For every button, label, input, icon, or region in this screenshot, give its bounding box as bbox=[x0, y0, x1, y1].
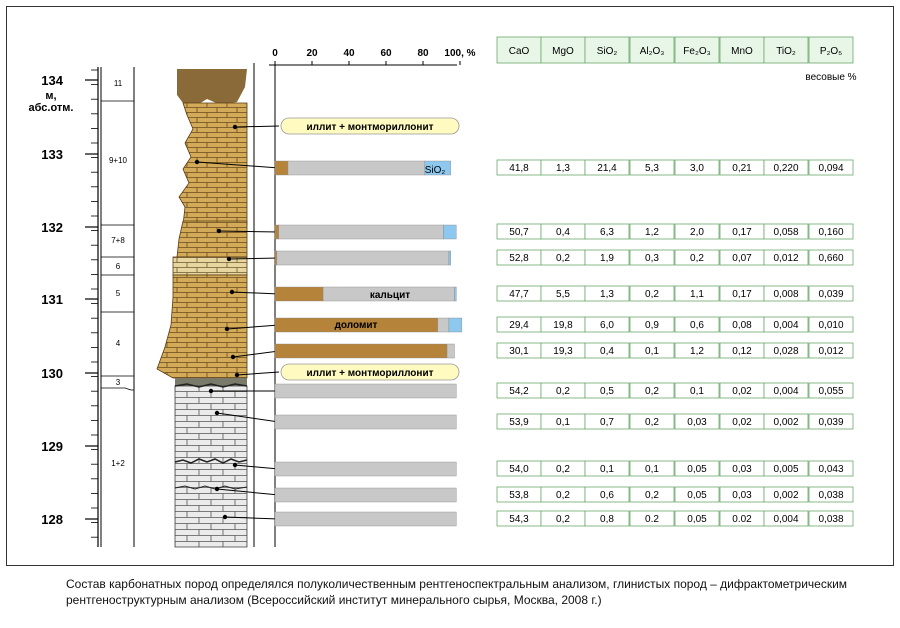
table-cell-value: 0,1 bbox=[645, 346, 659, 357]
table-cell-value: 0,02 bbox=[732, 386, 752, 397]
table-cell bbox=[497, 414, 541, 429]
table-cell-value: 0,12 bbox=[732, 346, 752, 357]
table-cell-value: 0,039 bbox=[818, 417, 844, 428]
table-cell-value: 3,0 bbox=[690, 163, 704, 174]
percent-tick-label: 80 bbox=[417, 48, 429, 59]
bar-segment-other bbox=[275, 462, 456, 476]
table-cell-value: 0,17 bbox=[732, 227, 752, 238]
table-cell bbox=[720, 383, 764, 398]
table-cell-value: 0,012 bbox=[773, 253, 799, 264]
table-cell-value: 0,02 bbox=[732, 417, 752, 428]
table-row bbox=[497, 414, 853, 429]
table-cell-value: 0,2 bbox=[645, 417, 659, 428]
table-cell bbox=[630, 414, 674, 429]
table-cell bbox=[497, 160, 541, 175]
table-cell bbox=[809, 224, 853, 239]
bar-segment-dolomite bbox=[275, 344, 447, 358]
table-cell bbox=[809, 511, 853, 526]
table-cell bbox=[630, 343, 674, 358]
sample-point bbox=[195, 160, 199, 164]
table-cell-value: 2,0 bbox=[690, 227, 704, 238]
table-cell bbox=[675, 487, 719, 502]
table-cell-value: 0,2 bbox=[556, 464, 570, 475]
table-cell-value: 1,2 bbox=[645, 227, 659, 238]
table-cell-value: 0,2 bbox=[645, 289, 659, 300]
table-cell bbox=[675, 383, 719, 398]
table-cell bbox=[720, 511, 764, 526]
percent-tick-label: 60 bbox=[380, 48, 392, 59]
table-cell-value: 0,058 bbox=[773, 227, 799, 238]
table-cell bbox=[630, 224, 674, 239]
svg-text:иллит + монтмориллонит: иллит + монтмориллонит bbox=[306, 368, 434, 379]
units-label: весовые % bbox=[805, 72, 857, 83]
lithology-column bbox=[157, 63, 254, 547]
layer-column bbox=[101, 67, 134, 547]
table-cell bbox=[809, 343, 853, 358]
layer-number: 4 bbox=[115, 339, 121, 348]
table-cell-value: 0,002 bbox=[773, 417, 799, 428]
table-cell bbox=[541, 487, 585, 502]
table-cell bbox=[585, 317, 629, 332]
table-cell-value: 0,03 bbox=[732, 464, 752, 475]
bar-segment-other bbox=[447, 344, 454, 358]
lithology-figure bbox=[7, 7, 893, 565]
figure-caption: Состав карбонатных пород определялся полуколичественным рентгеноспектральным анализом, глинистых пород – дифрактометрическим рентгеноструктурным анализом (Всероссийский институт минерального сырья, Москва, 2008 г.) bbox=[66, 577, 848, 607]
table-cell-value: 1,1 bbox=[690, 289, 704, 300]
depth-unit-label: абс.отм. bbox=[28, 102, 74, 114]
table-cell bbox=[720, 343, 764, 358]
table-cell-value: 0,002 bbox=[773, 490, 799, 501]
table-cell bbox=[720, 250, 764, 265]
table-cell bbox=[720, 414, 764, 429]
table-header-cell bbox=[675, 37, 719, 63]
sample-point bbox=[227, 257, 231, 261]
table-cell-value: 29,4 bbox=[509, 320, 529, 331]
table-cell-value: 0,1 bbox=[645, 464, 659, 475]
table-cell-value: 0,004 bbox=[773, 514, 799, 525]
layer-number: 6 bbox=[115, 262, 121, 271]
table-cell bbox=[720, 224, 764, 239]
table-header-label: TiO₂ bbox=[776, 46, 796, 57]
table-cell-value: 0,8 bbox=[600, 514, 614, 525]
table-cell bbox=[720, 461, 764, 476]
table-cell-value: 54,0 bbox=[509, 464, 529, 475]
layer-number: 5 bbox=[115, 289, 121, 298]
sample-point bbox=[233, 125, 237, 129]
table-cell-value: 41,8 bbox=[509, 163, 529, 174]
table-cell bbox=[497, 343, 541, 358]
table-cell-value: 19,8 bbox=[553, 320, 573, 331]
table-cell-value: 0,055 bbox=[818, 386, 844, 397]
sample-point bbox=[225, 327, 229, 331]
table-cell-value: 0,3 bbox=[645, 253, 659, 264]
table-cell bbox=[497, 224, 541, 239]
table-cell bbox=[764, 286, 808, 301]
table-cell bbox=[541, 286, 585, 301]
table-cell-value: 0,1 bbox=[690, 386, 704, 397]
table-header-cell bbox=[630, 37, 674, 63]
composition-bar bbox=[275, 512, 456, 526]
table-cell-value: 0,1 bbox=[556, 417, 570, 428]
depth-unit-label: м, bbox=[45, 90, 57, 102]
table-cell bbox=[764, 160, 808, 175]
layer-top-rubble bbox=[177, 69, 247, 105]
table-cell bbox=[630, 250, 674, 265]
table-cell bbox=[764, 317, 808, 332]
table-cell-value: 0.2 bbox=[645, 514, 659, 525]
sample-point bbox=[231, 355, 235, 359]
bar-segment-other bbox=[277, 251, 449, 265]
table-cell-value: 0,21 bbox=[732, 163, 752, 174]
table-cell-value: 52,8 bbox=[509, 253, 529, 264]
percent-tick-label: 20 bbox=[306, 48, 318, 59]
sample-point bbox=[223, 515, 227, 519]
sample-point bbox=[217, 229, 221, 233]
sample-point bbox=[215, 487, 219, 491]
table-cell-value: 0,05 bbox=[687, 514, 707, 525]
table-cell-value: 21,4 bbox=[597, 163, 617, 174]
composition-bars bbox=[275, 161, 462, 526]
table-cell bbox=[675, 461, 719, 476]
table-cell-value: 54,3 bbox=[509, 514, 529, 525]
table-cell-value: 0,2 bbox=[556, 253, 570, 264]
table-cell-value: 0,03 bbox=[732, 490, 752, 501]
table-cell bbox=[764, 511, 808, 526]
table-cell-value: 0,2 bbox=[645, 386, 659, 397]
depth-tick-label: 129 bbox=[41, 439, 63, 454]
bar-segment-other bbox=[288, 161, 425, 175]
table-row bbox=[497, 160, 853, 175]
sample-point bbox=[235, 373, 239, 377]
table-cell bbox=[675, 250, 719, 265]
table-cell bbox=[541, 383, 585, 398]
table-cell bbox=[675, 414, 719, 429]
table-row bbox=[497, 286, 853, 301]
table-row bbox=[497, 487, 853, 502]
table-cell-value: 0,010 bbox=[818, 320, 844, 331]
table-cell bbox=[809, 414, 853, 429]
table-cell bbox=[720, 286, 764, 301]
table-cell-value: 0,005 bbox=[773, 464, 799, 475]
table-row bbox=[497, 383, 853, 398]
table-cell-value: 0,07 bbox=[732, 253, 752, 264]
bar-segment-dolomite bbox=[275, 161, 288, 175]
table-header-label: MgO bbox=[552, 46, 574, 57]
layer-9-10-dolomite bbox=[179, 103, 247, 225]
table-cell bbox=[764, 250, 808, 265]
table-cell bbox=[675, 511, 719, 526]
table-cell bbox=[809, 286, 853, 301]
table-cell bbox=[720, 160, 764, 175]
table-cell bbox=[541, 224, 585, 239]
table-cell-value: 0,4 bbox=[600, 346, 614, 357]
table-cell-value: 0,1 bbox=[600, 464, 614, 475]
table-cell-value: 53,9 bbox=[509, 417, 529, 428]
table-cell-value: 1,3 bbox=[556, 163, 570, 174]
table-row bbox=[497, 317, 853, 332]
depth-tick-label: 131 bbox=[41, 292, 63, 307]
table-cell-value: 0,2 bbox=[556, 514, 570, 525]
table-cell-value: 47,7 bbox=[509, 289, 529, 300]
bar-segment-other bbox=[438, 318, 449, 332]
table-cell-value: 54,2 bbox=[509, 386, 529, 397]
table-header-cell bbox=[541, 37, 585, 63]
table-cell bbox=[585, 286, 629, 301]
bar-segment-silica bbox=[449, 318, 462, 332]
table-header-cell bbox=[764, 37, 808, 63]
sample-point bbox=[209, 389, 213, 393]
layer-number: 7+8 bbox=[111, 236, 125, 245]
table-cell bbox=[497, 317, 541, 332]
depth-tick-label: 130 bbox=[41, 366, 63, 381]
illite-label-lower bbox=[281, 364, 459, 380]
table-cell bbox=[541, 414, 585, 429]
table-cell-value: 50,7 bbox=[509, 227, 529, 238]
table-header-cell bbox=[809, 37, 853, 63]
composition-bar bbox=[275, 287, 456, 301]
bar-segment-dolomite bbox=[275, 225, 279, 239]
table-cell bbox=[809, 317, 853, 332]
table-cell bbox=[630, 383, 674, 398]
composition-bar bbox=[275, 344, 454, 358]
oxide-table-header bbox=[497, 37, 853, 63]
table-cell-value: 0,7 bbox=[600, 417, 614, 428]
table-cell-value: 0,6 bbox=[690, 320, 704, 331]
sample-point bbox=[233, 463, 237, 467]
table-cell bbox=[585, 487, 629, 502]
composition-bar bbox=[275, 225, 456, 239]
depth-tick-label: 128 bbox=[41, 512, 63, 527]
table-header-label: SiO₂ bbox=[596, 46, 618, 57]
bar-segment-other bbox=[275, 384, 456, 398]
table-cell bbox=[541, 511, 585, 526]
table-cell-value: 6,0 bbox=[600, 320, 614, 331]
composition-bar bbox=[275, 462, 456, 476]
table-cell bbox=[630, 461, 674, 476]
table-cell-value: 0,160 bbox=[818, 227, 844, 238]
sio2-label: SiO₂ bbox=[424, 165, 446, 176]
table-cell-value: 0,004 bbox=[773, 386, 799, 397]
depth-tick-label: 132 bbox=[41, 220, 63, 235]
percent-tick-label: 0 bbox=[272, 48, 278, 59]
table-cell bbox=[675, 286, 719, 301]
table-cell-value: 5,5 bbox=[556, 289, 570, 300]
layer-number: 3 bbox=[115, 378, 121, 387]
table-cell bbox=[497, 383, 541, 398]
bar-segment-other bbox=[279, 225, 444, 239]
table-cell bbox=[497, 250, 541, 265]
percent-tick-label: 100, % bbox=[444, 48, 476, 59]
table-cell bbox=[630, 511, 674, 526]
table-cell-value: 0,08 bbox=[732, 320, 752, 331]
sample-point bbox=[230, 290, 234, 294]
table-cell bbox=[585, 343, 629, 358]
table-cell-value: 0,9 bbox=[645, 320, 659, 331]
depth-tick-label: 133 bbox=[41, 147, 63, 162]
table-cell bbox=[764, 343, 808, 358]
table-cell bbox=[809, 487, 853, 502]
table-cell bbox=[585, 414, 629, 429]
table-header-cell bbox=[497, 37, 541, 63]
table-cell-value: 0,043 bbox=[818, 464, 844, 475]
composition-bar bbox=[275, 384, 456, 398]
table-cell bbox=[630, 317, 674, 332]
oxide-table bbox=[497, 160, 853, 526]
table-cell bbox=[497, 461, 541, 476]
table-cell-value: 0,2 bbox=[690, 253, 704, 264]
table-header-cell bbox=[720, 37, 764, 63]
table-header-label: P₂O₅ bbox=[819, 46, 843, 57]
table-cell-value: 6,3 bbox=[600, 227, 614, 238]
table-row bbox=[497, 461, 853, 476]
illite-label-upper bbox=[281, 118, 459, 134]
table-cell-value: 0,03 bbox=[687, 417, 707, 428]
table-cell-value: 0,2 bbox=[645, 490, 659, 501]
table-cell-value: 0,039 bbox=[818, 289, 844, 300]
table-cell-value: 0,008 bbox=[773, 289, 799, 300]
table-cell-value: 0,220 bbox=[773, 163, 799, 174]
table-cell bbox=[585, 224, 629, 239]
table-cell bbox=[809, 461, 853, 476]
table-cell bbox=[809, 250, 853, 265]
table-cell bbox=[630, 160, 674, 175]
table-cell bbox=[585, 160, 629, 175]
percent-tick-label: 40 bbox=[343, 48, 355, 59]
composition-bar bbox=[275, 251, 451, 265]
table-cell-value: 0,094 bbox=[818, 163, 844, 174]
bar-segment-other bbox=[275, 512, 456, 526]
table-cell-value: 0,038 bbox=[818, 490, 844, 501]
table-cell-value: 0,038 bbox=[818, 514, 844, 525]
table-cell bbox=[541, 317, 585, 332]
table-cell bbox=[585, 511, 629, 526]
table-cell bbox=[585, 383, 629, 398]
table-cell-value: 1,3 bbox=[600, 289, 614, 300]
table-cell bbox=[675, 160, 719, 175]
table-cell bbox=[764, 461, 808, 476]
table-cell-value: 0,028 bbox=[773, 346, 799, 357]
table-cell-value: 0,004 bbox=[773, 320, 799, 331]
table-row bbox=[497, 343, 853, 358]
table-cell bbox=[497, 487, 541, 502]
bar-segment-dolomite bbox=[275, 287, 323, 301]
svg-text:иллит + монтмориллонит: иллит + монтмориллонит bbox=[306, 122, 434, 133]
table-cell-value: 1,2 bbox=[690, 346, 704, 357]
table-row bbox=[497, 224, 853, 239]
table-cell-value: 30,1 bbox=[509, 346, 529, 357]
table-cell-value: 5,3 bbox=[645, 163, 659, 174]
composition-bar bbox=[275, 415, 456, 429]
bar-segment-other bbox=[275, 488, 456, 502]
bar-segment-silica bbox=[449, 251, 451, 265]
sample-point bbox=[215, 411, 219, 415]
table-cell-value: 0,05 bbox=[687, 490, 707, 501]
layer-number: 11 bbox=[113, 79, 123, 88]
table-cell bbox=[497, 286, 541, 301]
layer-number: 9+10 bbox=[108, 156, 128, 165]
table-cell bbox=[764, 414, 808, 429]
table-header-label: CaO bbox=[508, 46, 530, 57]
table-cell bbox=[675, 224, 719, 239]
calcite-label: кальцит bbox=[369, 290, 411, 301]
table-cell-value: 53,8 bbox=[509, 490, 529, 501]
table-cell-value: 19,3 bbox=[553, 346, 573, 357]
table-cell-value: 0,4 bbox=[556, 227, 570, 238]
table-cell-value: 0,17 bbox=[732, 289, 752, 300]
table-cell bbox=[720, 487, 764, 502]
table-cell-value: 0,5 bbox=[600, 386, 614, 397]
bar-segment-dolomite bbox=[275, 251, 277, 265]
layer-7-8-dolomite bbox=[177, 221, 247, 257]
table-cell-value: 0.02 bbox=[732, 514, 752, 525]
table-cell bbox=[809, 383, 853, 398]
depth-axis bbox=[29, 67, 98, 547]
composition-bar bbox=[275, 488, 456, 502]
dolomite-label: доломит bbox=[334, 320, 378, 331]
table-cell-value: 0,05 bbox=[687, 464, 707, 475]
table-cell bbox=[809, 160, 853, 175]
table-cell-value: 0,2 bbox=[556, 490, 570, 501]
bar-segment-other bbox=[275, 415, 456, 429]
table-cell bbox=[675, 343, 719, 358]
table-cell-value: 1,9 bbox=[600, 253, 614, 264]
table-cell-value: 0,2 bbox=[556, 386, 570, 397]
figure-frame bbox=[6, 6, 894, 566]
table-cell bbox=[497, 511, 541, 526]
table-cell bbox=[764, 224, 808, 239]
table-cell bbox=[720, 317, 764, 332]
table-cell bbox=[541, 343, 585, 358]
bar-segment-silica bbox=[443, 225, 456, 239]
table-cell bbox=[764, 383, 808, 398]
bar-segment-silica bbox=[454, 287, 456, 301]
table-cell bbox=[541, 461, 585, 476]
table-cell bbox=[585, 461, 629, 476]
table-cell bbox=[764, 487, 808, 502]
table-header-label: MnO bbox=[731, 46, 753, 57]
table-cell bbox=[675, 317, 719, 332]
layer-number: 1+2 bbox=[111, 459, 125, 468]
table-header-cell bbox=[585, 37, 629, 63]
table-cell-value: 0,660 bbox=[818, 253, 844, 264]
table-cell-value: 0,012 bbox=[818, 346, 844, 357]
table-cell bbox=[630, 487, 674, 502]
table-header-label: Fe₂O₃ bbox=[683, 46, 711, 57]
table-cell-value: 0,6 bbox=[600, 490, 614, 501]
table-row bbox=[497, 511, 853, 526]
table-cell bbox=[541, 160, 585, 175]
depth-tick-label: 134 bbox=[41, 73, 63, 88]
table-cell bbox=[630, 286, 674, 301]
table-header-label: Al₂O₃ bbox=[639, 46, 665, 57]
table-cell bbox=[541, 250, 585, 265]
table-row bbox=[497, 250, 853, 265]
table-cell bbox=[585, 250, 629, 265]
layer-6-limestone bbox=[173, 257, 247, 275]
